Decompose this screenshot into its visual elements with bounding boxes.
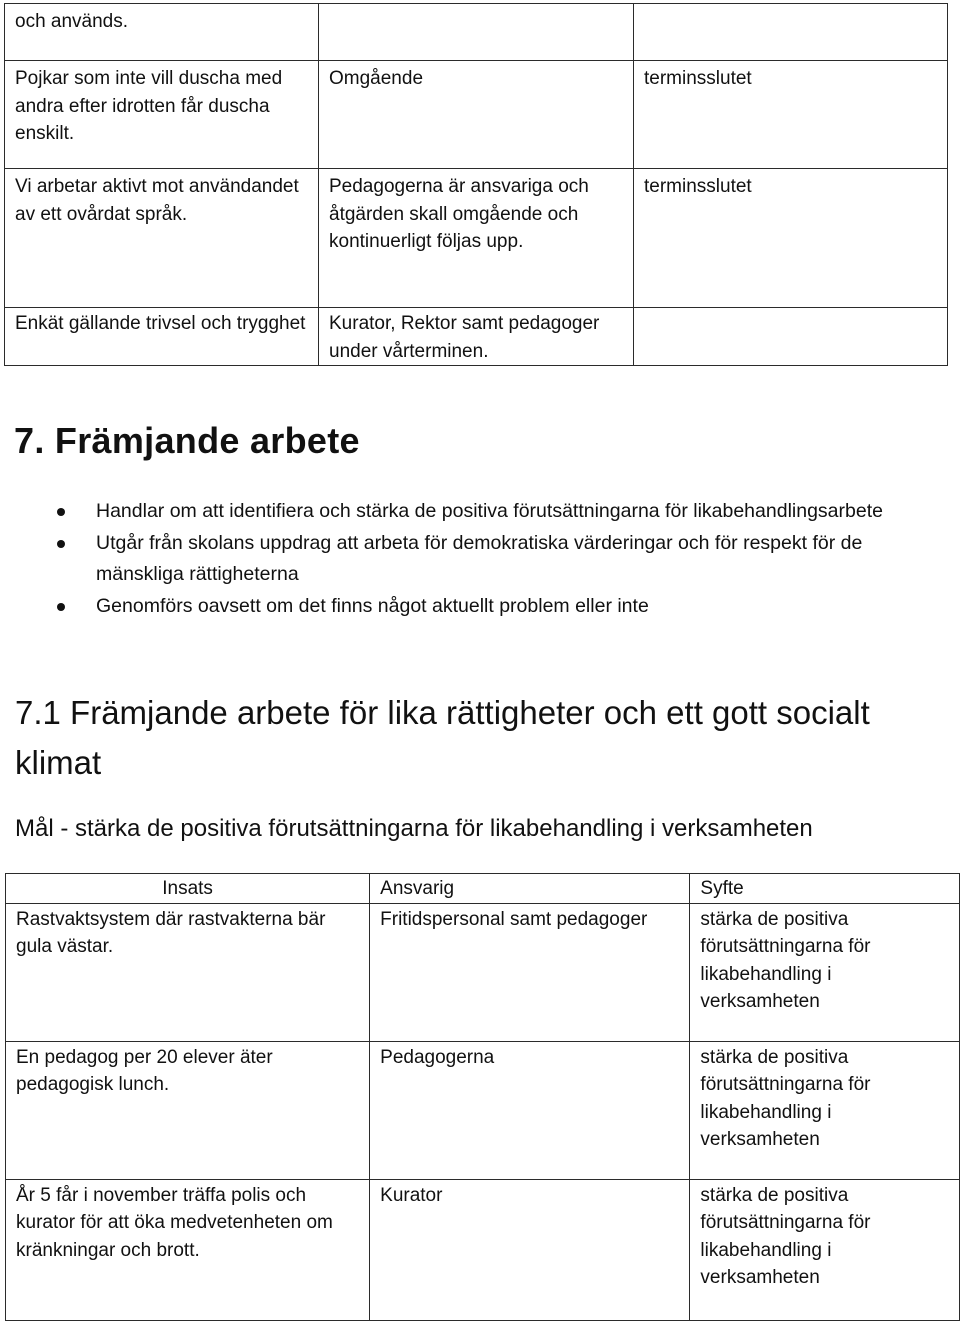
section-heading: 7. Främjande arbete: [14, 420, 360, 461]
table-row: [5, 4, 948, 61]
table-row: [6, 903, 960, 1041]
table-cell: Vi arbetar aktivt mot användandet av ett ovårdat språk.: [5, 169, 319, 308]
column-header-syfte: Syfte: [690, 874, 960, 904]
table-cell: terminsslutet: [634, 61, 948, 169]
bullet-list: [54, 496, 954, 622]
action-table: [4, 3, 948, 366]
table-header-row: [6, 874, 960, 904]
table-cell: terminsslutet: [634, 169, 948, 308]
table-row: [5, 169, 948, 308]
list-item-text: Utgår från skolans uppdrag att arbeta för demokratiska värderingar och för respekt för de mänskliga rättigheterna: [96, 531, 863, 585]
table-row: [5, 308, 948, 366]
table-cell: Pedagogerna är ansvariga och åtgärden skall omgående och kontinuerligt följas upp.: [319, 169, 634, 308]
goal-text: Mål - stärka de positiva förutsättningarna för likabehandling i verksamheten: [15, 815, 813, 842]
table-cell: stärka de positiva förutsättningarna för likabehandling i verksamheten: [690, 903, 960, 1041]
table-cell: och används.: [5, 4, 319, 61]
bullet-icon: [57, 540, 65, 548]
list-item-text: Handlar om att identifiera och stärka de positiva förutsättningarna för likabehandlingsarbete: [96, 500, 883, 522]
table-cell: Fritidspersonal samt pedagoger: [370, 903, 690, 1041]
table-cell: stärka de positiva förutsättningarna för likabehandling i verksamheten: [690, 1179, 960, 1320]
table-row: [6, 1179, 960, 1320]
table-cell: Omgående: [319, 61, 634, 169]
table-cell: Kurator, Rektor samt pedagoger under vårterminen.: [319, 308, 634, 366]
list-item: [54, 591, 954, 623]
table-cell: En pedagog per 20 elever äter pedagogisk lunch.: [6, 1041, 370, 1179]
list-item-text: Genomförs oavsett om det finns något aktuellt problem eller inte: [96, 594, 649, 617]
table-cell: Pedagogerna: [370, 1041, 690, 1179]
measures-table: [5, 873, 960, 1321]
bullet-icon: [57, 603, 65, 611]
column-header-insats: Insats: [6, 874, 370, 904]
table-cell: Rastvaktsystem där rastvakterna bär gula västar.: [6, 903, 370, 1041]
list-item: [54, 496, 954, 528]
table-cell: [319, 4, 634, 61]
table-cell: [634, 4, 948, 61]
table-cell: Kurator: [370, 1179, 690, 1320]
table-cell: [634, 308, 948, 366]
table-cell: stärka de positiva förutsättningarna för likabehandling i verksamheten: [690, 1041, 960, 1179]
table-cell: Pojkar som inte vill duscha med andra efter idrotten får duscha enskilt.: [5, 61, 319, 169]
bullet-icon: [57, 508, 65, 516]
table-row: [5, 61, 948, 169]
table-cell: År 5 får i november träffa polis och kurator för att öka medvetenheten om kränkningar och brott.: [6, 1179, 370, 1320]
list-item: [54, 528, 954, 591]
table-row: [6, 1041, 960, 1179]
subsection-heading: 7.1 Främjande arbete för lika rättigheter och ett gott socialt klimat: [15, 694, 870, 781]
table-cell: Enkät gällande trivsel och trygghet: [5, 308, 319, 366]
column-header-ansvarig: Ansvarig: [370, 874, 690, 904]
